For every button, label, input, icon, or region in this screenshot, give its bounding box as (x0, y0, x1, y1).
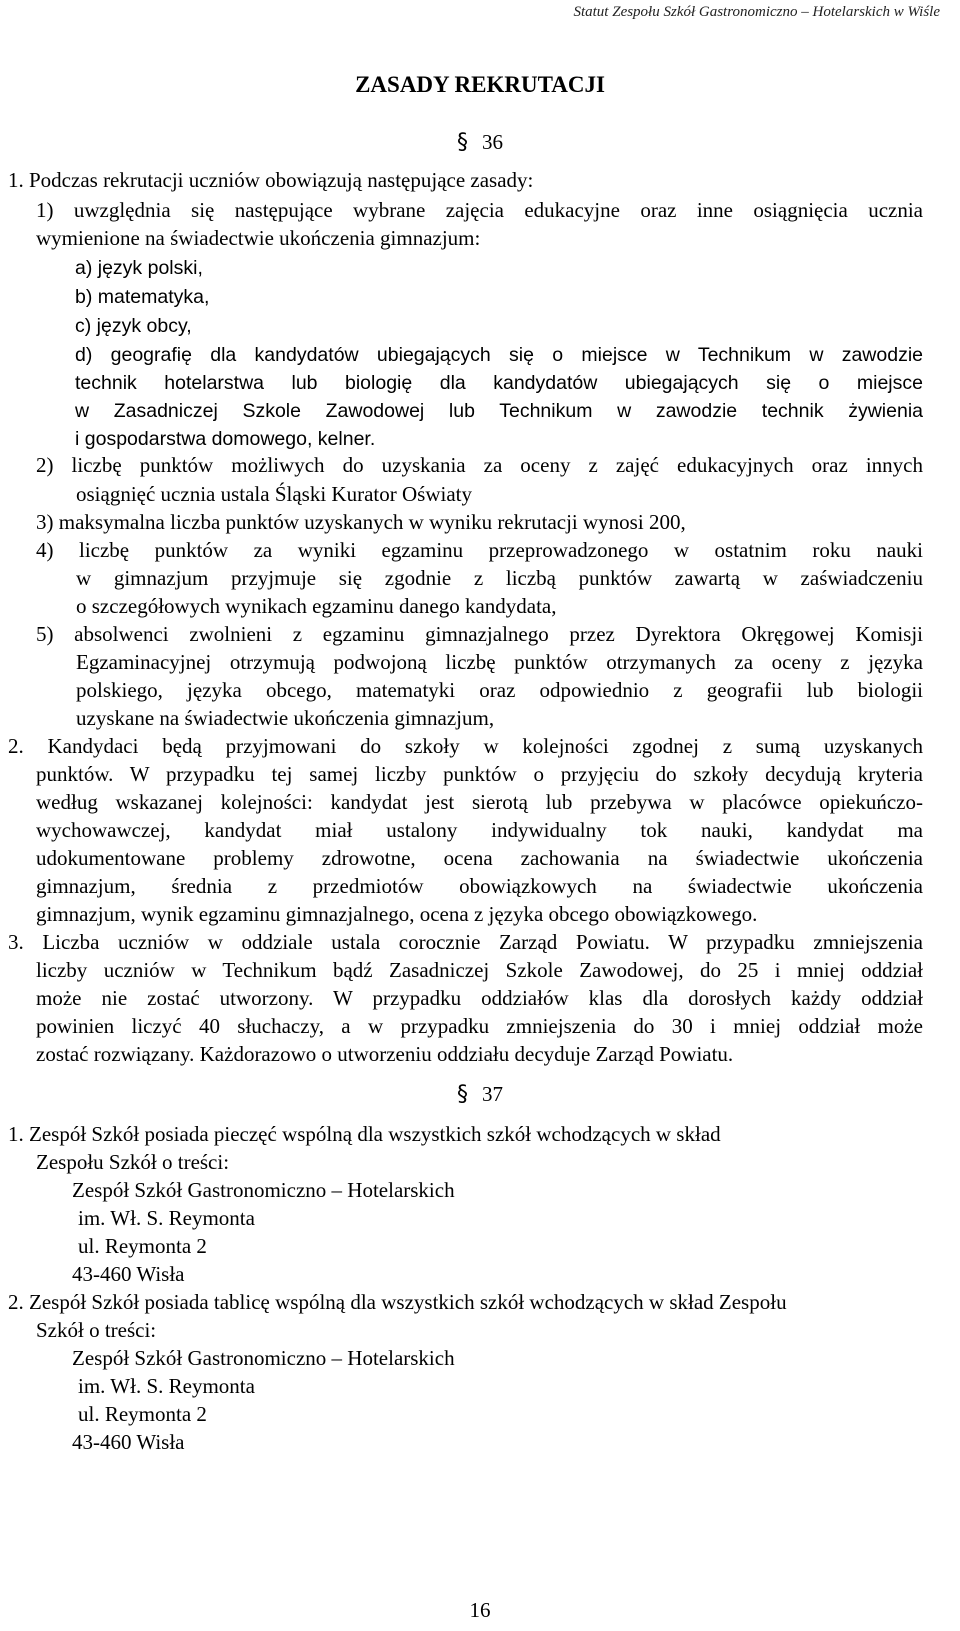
paragraph-2-line-2: punktów. W przypadku tej samej liczby punktów o przyjęciu do szkoły decydują kryteria (36, 762, 923, 786)
board-text-city: 43-460 Wisła (72, 1430, 185, 1454)
paragraph-3-line-3: może nie zostać utworzony. W przypadku oddziałów klas dla dorosłych każdy oddział (36, 986, 923, 1010)
item-5-line-3: polskiego, języka obcego, matematyki oraz odpowiednio z geografii lub biologii (76, 678, 923, 702)
item-5-line-1: 5) absolwenci zwolnieni z egzaminu gimnazjalnego przez Dyrektora Okręgowej Komisji (36, 622, 923, 646)
running-header: Statut Zespołu Szkół Gastronomiczno – Hotelarskich w Wiśle (573, 4, 940, 20)
paragraph-2-line-7: gimnazjum, wynik egzaminu gimnazjalnego, ocena z języka obcego obowiązkowego. (36, 902, 758, 926)
section-36-heading (0, 130, 960, 155)
paragraph-2-line-5: udokumentowane problemy zdrowotne, ocena zachowania na świadectwie ukończenia (36, 846, 923, 870)
stamp-text-patron: im. Wł. S. Reymonta (78, 1206, 255, 1230)
item-2-line-2: osiągnięć ucznia ustala Śląski Kurator Oświaty (76, 482, 472, 506)
s37-paragraph-1-line-2: Zespołu Szkół o treści: (36, 1150, 230, 1174)
item-2-line-1: 2) liczbę punktów możliwych do uzyskania za oceny z zajęć edukacyjnych oraz innych (36, 453, 923, 477)
paragraph-3-line-2: liczby uczniów w Technikum bądź Zasadniczej Szkole Zawodowej, do 25 i mniej oddział (36, 958, 923, 982)
subitem-d-line-1: d) geografię dla kandydatów ubiegających się o miejsce w Technikum w zawodzie (75, 344, 923, 366)
s37-paragraph-2-line-2: Szkół o treści: (36, 1318, 157, 1342)
board-text-patron: im. Wł. S. Reymonta (78, 1374, 255, 1398)
subitem-a: a) język polski, (75, 257, 203, 279)
s37-paragraph-1-line-1: 1. Zespół Szkół posiada pieczęć wspólną dla wszystkich szkół wchodzących w skład (8, 1122, 721, 1146)
item-3: 3) maksymalna liczba punktów uzyskanych w wyniku rekrutacji wynosi 200, (36, 510, 686, 534)
section-number: 37 (482, 1082, 503, 1106)
paragraph-2-line-6: gimnazjum, średnia z przedmiotów obowiązkowych na świadectwie ukończenia (36, 874, 923, 898)
section-number: 36 (482, 130, 503, 154)
subitem-b: b) matematyka, (75, 286, 210, 308)
item-4-line-3: o szczegółowych wynikach egzaminu danego kandydata, (76, 594, 557, 618)
item-5-line-2: Egzaminacyjnej otrzymują podwojoną liczbę punktów otrzymanych za oceny z języka (76, 650, 923, 674)
subitem-d-line-4: i gospodarstwa domowego, kelner. (75, 428, 376, 450)
item-4-line-2: w gimnazjum przyjmuje się zgodnie z liczbą punktów zawartą w zaświadczeniu (76, 566, 923, 590)
paragraph-3-line-1: 3. Liczba uczniów w oddziale ustala corocznie Zarząd Powiatu. W przypadku zmniejszenia (8, 930, 923, 954)
subitem-c: c) język obcy, (75, 315, 192, 337)
stamp-text-city: 43-460 Wisła (72, 1262, 185, 1286)
stamp-text-street: ul. Reymonta 2 (78, 1234, 207, 1258)
board-text-name: Zespół Szkół Gastronomiczno – Hotelarskich (72, 1346, 455, 1370)
paragraph-3-line-4: powinien liczyć 40 słuchaczy, a w przypadku zmniejszenia do 30 i mniej oddział może (36, 1014, 923, 1038)
item-5-line-4: uzyskane na świadectwie ukończenia gimnazjum, (76, 706, 495, 730)
s37-paragraph-2-line-1: 2. Zespół Szkół posiada tablicę wspólną dla wszystkich szkół wchodzących w skład Zespołu (8, 1290, 787, 1314)
item-4-line-1: 4) liczbę punktów za wyniki egzaminu przeprowadzonego w ostatnim roku nauki (36, 538, 923, 562)
item-1-line-1: 1) uwzględnia się następujące wybrane zajęcia edukacyjne oraz inne osiągnięcia ucznia (36, 198, 923, 222)
paragraph-2-line-3: według wskazanej kolejności: kandydat jest sierotą lub przebywa w placówce opiekuńczo- (36, 790, 923, 814)
section-symbol: § (457, 1082, 468, 1107)
subitem-d-line-2: technik hotelarstwa lub biologię dla kandydatów ubiegających się o miejsce (75, 372, 923, 394)
stamp-text-name: Zespół Szkół Gastronomiczno – Hotelarskich (72, 1178, 455, 1202)
section-symbol: § (457, 130, 468, 155)
board-text-street: ul. Reymonta 2 (78, 1402, 207, 1426)
page-title: ZASADY REKRUTACJI (355, 72, 605, 97)
paragraph-1-intro: 1. Podczas rekrutacji uczniów obowiązują następujące zasady: (8, 168, 534, 192)
page-number: 16 (469, 1598, 491, 1622)
item-1-line-2: wymienione na świadectwie ukończenia gimnazjum: (36, 226, 481, 250)
paragraph-2-line-1: 2. Kandydaci będą przyjmowani do szkoły w kolejności zgodnej z sumą uzyskanych (8, 734, 923, 758)
paragraph-3-line-5: zostać rozwiązany. Każdorazowo o utworzeniu oddziału decyduje Zarząd Powiatu. (36, 1042, 734, 1066)
subitem-d-line-3: w Zasadniczej Szkole Zawodowej lub Technikum w zawodzie technik żywienia (75, 400, 923, 422)
paragraph-2-line-4: wychowawczej, kandydat miał ustalony indywidualny tok nauki, kandydat ma (36, 818, 923, 842)
section-37-heading (0, 1082, 960, 1107)
